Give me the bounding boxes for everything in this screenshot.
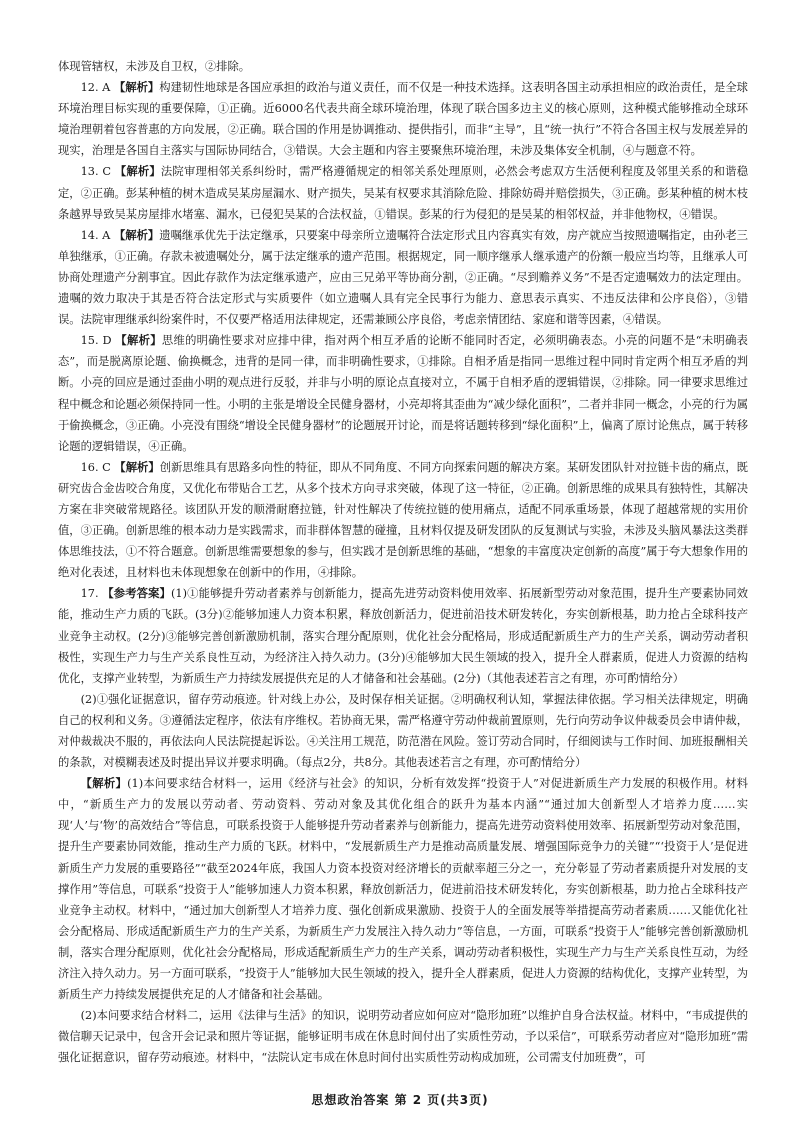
analysis-tag: 【解析】	[113, 228, 160, 242]
page-footer: 思想政治答案 第 2 页(共3页)	[311, 1093, 489, 1107]
analysis-tag: 【解析】	[113, 81, 160, 95]
analysis-tag: 【解析】	[114, 165, 161, 179]
para-text: 体现管辖权，未涉及自卫权，②排除。	[58, 60, 251, 73]
para-text: 遗嘱继承优先于法定继承，只要案中母亲所立遗嘱符合法定形式且内容真实有效，房产就应当按照遗嘱指定，由孙老三单独继承，①正确。存款未被遗嘱处分，属于法定继承的遗产范围。根据规定，同一顺序继承人继承遗产的份额一般应当均等，且继承人可协商处理遗产分割事宜。因此存款作为法定继承遗产，应由三兄弟平等协商分割，②正确。“尽到赡养义务”不是否定遗嘱效力的法定理由。遗嘱的效力取决于其是否符合法定形式与实质要件（如立遗嘱人具有完全民事行为能力、意思表示真实、不违反法律和公序良俗），③错误。法院审理继承纠纷案件时，不仅要严格适用法律规定，还需兼顾公序良俗，考虑亲情团结、家庭和谐等因素，④错误。	[58, 228, 748, 327]
analysis-17-part-1	[58, 773, 748, 1005]
answer-12	[58, 77, 748, 161]
question-number: 17.	[80, 587, 103, 601]
answer-13	[58, 161, 748, 224]
para-text: 构建韧性地球是各国应承担的政治与道义责任，而不仅是一种技术选择。这表明各国主动承担相应的政治责任，是全球环境治理目标实现的重要保障，①正确。近6000名代表共商全球环境治理，体现了联合国多边主义的核心原则，这种模式能够推动全球环境治理朝着包容普惠的方向发展，②正确。联合国的作用是协调推动、提供指引，而非“主导”，且“统一执行”不符合各国主权与发展差异的现实，治理是各国自主落实与国际协同结合，③错误。大会主题和内容主要聚焦环境治理，未涉及集体安全机制，④与题意不符。	[58, 81, 748, 158]
para-text: (2)本问要求结合材料二，运用《法律与生活》的知识，说明劳动者应如何应对“隐形加班”以维护自身合法权益。材料中，“韦成提供的微信聊天记录中，包含开会记录和照片等证据，能够证明韦成在休息时间付出了实质性劳动，予以采信”，可联系劳动者应对“隐形加班”需强化证据意识，留存劳动痕迹。材料中，“法院认定韦成在休息时间付出实质性劳动构成加班，公司需支付加班费”，可	[58, 1009, 748, 1065]
para-text: 思维的明确性要求对应排中律，指对两个相互矛盾的论断不能同时否定，必须明确表态。小亮的问题不是“未明确表态”，而是脱离原论题、偷换概念，违背的是同一律，而非明确性要求，①排除。自相矛盾是指同一思维过程中同时肯定两个相互矛盾的判断。小亮的回应是通过歪曲小明的观点进行反驳，并非与小明的原论点直接对立，不属于自相矛盾的逻辑错误，②排除。同一律要求思维过程中概念和论题必须保持同一性。小明的主张是增设全民健身器材，小亮却将其歪曲为“减少绿化面积”，二者并非同一概念，小亮的行为属于偷换概念，③正确。小亮没有围绕“增设全民健身器材”的论题展开讨论，而是将话题转移到“绿化面积”上，偏离了原讨论焦点，属于转移论题的逻辑错误，④正确。	[58, 334, 748, 453]
para-text: 法院审理相邻关系纠纷时，需严格遵循规定的相邻关系处理原则，必然会考虑双方生活便利程度及邻里关系的和谐稳定，②正确。彭某种植的树木造成吴某房屋漏水、财产损失，吴某有权要求其消除危险、排除妨碍并赔偿损失，③正确。彭某种植的树木枝条越界导致吴某房屋排水堵塞、漏水，已侵犯吴某的合法权益，①错误。彭某的行为侵犯的是吴某的相邻权益，并非他物权，④错误。	[58, 165, 748, 221]
question-number: 13. C	[80, 165, 115, 179]
answer-page	[58, 56, 748, 1086]
para-text: (1)本问要求结合材料一，运用《经济与社会》的知识，分析有效发挥“投资于人”对促进新质生产力发展的积极作用。材料中，“新质生产力的发展以劳动者、劳动资料、劳动对象及其优化组合的跃升为基本内涵”“通过加大创新型人才培养力度……实现‘人’与‘物’的高效结合”等信息，可联系投资于人能够提升劳动者素养与创新能力，提高先进劳动资料使用效率、拓展新型劳动对象范围，提升生产要素协同效能，推动生产力质的飞跃。材料中，“发展新质生产力是推动高质量发展、增强国际竞争力的关键”“‘投资于人’是促进新质生产力发展的重要路径”“截至2024年底，我国人力资本投资对经济增长的贡献率超三分之一，充分彰显了劳动者素质提升对发展的支撑作用”等信息，可联系“投资于人”能够加速人力资本积累，释放创新活力，促进前沿技术研发转化，夯实创新根基，助力抢占全球科技产业竞争主动权。材料中，“通过加大创新型人才培养力度、强化创新成果激励、投资于人的全面发展等举措提高劳动者素质……又能优化社会分配格局、形成适配新质生产力的生产关系，为新质生产力发展注入持久动力”等信息，一方面，可联系“投资于人”能够完善创新激励机制，落实合理分配原则，优化社会分配格局，形成适配新质生产力的生产关系，调动劳动者积极性，实现生产力与生产关系良性互动，为经济注入持久动力。另一方面可联系，“投资于人”能够加大民生领域的投入，提升全人群素质，促进人力资源的结构优化，支撑产业转型，为新质生产力持续发展提供充足的人才储备和社会基础。	[58, 777, 748, 1002]
analysis-tag: 【解析】	[80, 777, 128, 791]
answer-17-part-2	[58, 689, 748, 773]
paragraph-continued	[58, 56, 748, 77]
question-number: 16. C	[80, 460, 115, 474]
analysis-17-part-2	[58, 1005, 748, 1068]
reference-answer-tag: 【参考答案】	[102, 587, 172, 601]
para-text: 创新思维具有思路多向性的特征，即从不同角度、不同方向探索问题的解决方案。某研发团队针对拉链卡齿的痛点，既研究齿合金齿咬合角度，又优化布带贴合工艺，从多个技术方向寻求突破，体现了这一特征，②正确。创新思维的成果具有独特性，其解决方案在非突破常规路径。该团队开发的顺滑耐磨拉链，针对性解决了传统拉链的使用痛点，适配不同承重场景，体现了超越常规的实用价值，③正确。创新思维的根本动力是实践需求，而非群体智慧的碰撞，且材料仅提及研发团队的反复测试与实验，未涉及头脑风暴法这类群体思维技法，①不符合题意。创新思维需要想象的参与，但实践才是创新思维的基础，“想象的丰富度决定创新的高度”属于夸大想象作用的绝对化表述，且材料也未体现想象在创新中的作用，④排除。	[58, 460, 748, 580]
answer-16	[58, 457, 748, 584]
analysis-tag: 【解析】	[115, 334, 162, 348]
answer-14	[58, 225, 748, 330]
para-text: (2)①强化证据意识，留存劳动痕迹。针对线上办公，及时保存相关证据。②明确权利认知，掌握法律依据。学习相关法律规定，明确自己的权利和义务。③遵循法定程序，依法有序维权。若协商无果，需严格遵守劳动仲裁前置原则，先行向劳动争议仲裁委员会申请仲裁，对仲裁裁决不服的，再依法向人民法院提起诉讼。④关注用工规范，防范潜在风险。签订劳动合同时，仔细阅读与工作时间、加班报酬相关的条款，对模糊表述及时提出异议并要求明确。（每点2分，共8分。其他表述若言之有理，亦可酌情给分）	[58, 692, 748, 770]
para-text: (1)①能够提升劳动者素养与创新能力，提高先进劳动资料使用效率、拓展新型劳动对象范围，提升生产要素协同效能，推动生产力质的飞跃。(3分)②能够加速人力资本积累，释放创新活力，促进前沿技术研发转化，夯实创新根基，助力抢占全球科技产业竞争主动权。(2分)③能够完善创新激励机制，落实合理分配原则，优化社会分配格局，形成适配新质生产力的生产关系，调动劳动者积极性，实现生产力与生产关系良性互动，为经济注入持久动力。(3分)④能够加大民生领域的投入，提升全人群素质，促进人力资源的结构优化，支撑产业转型，为新质生产力持续发展提供充足的人才储备和社会基础。(2分)（其他表述若言之有理，亦可酌情给分）	[58, 587, 748, 685]
analysis-tag: 【解析】	[114, 460, 160, 474]
answer-17-part-1	[58, 583, 748, 688]
question-number: 15. D	[80, 334, 116, 348]
question-number: 12. A	[80, 81, 114, 95]
question-number: 14. A	[80, 228, 114, 242]
answer-15	[58, 330, 748, 457]
